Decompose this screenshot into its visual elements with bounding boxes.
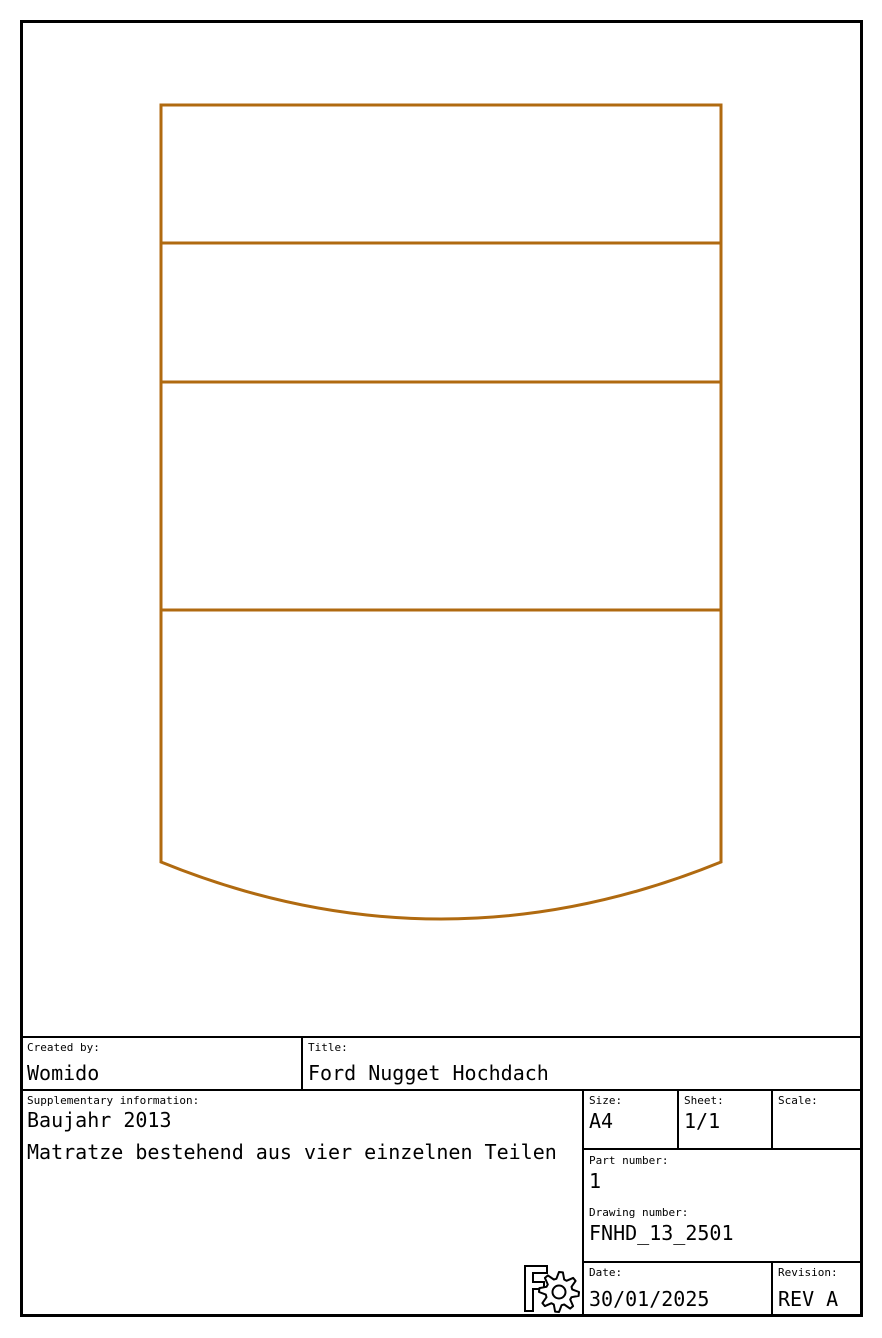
part-and-drawing-number-cell xyxy=(582,1148,863,1263)
sheet-value: 1/1 xyxy=(684,1109,721,1133)
logo-gear-hole xyxy=(553,1286,566,1299)
revision-cell xyxy=(771,1261,863,1317)
supplementary-info-label: Supplementary information: xyxy=(27,1094,200,1107)
created-by-value: Womido xyxy=(27,1061,100,1085)
created-by-cell xyxy=(20,1036,303,1091)
sheet-cell xyxy=(677,1089,773,1150)
date-label: Date: xyxy=(589,1266,623,1279)
drawing-number-label: Drawing number: xyxy=(589,1206,689,1219)
supplementary-info-line1: Baujahr 2013 xyxy=(27,1108,172,1132)
revision-label: Revision: xyxy=(778,1266,838,1279)
supplementary-info-line2: Matratze bestehend aus vier einzelnen Teilen xyxy=(27,1140,557,1164)
size-cell xyxy=(582,1089,679,1150)
title-value: Ford Nugget Hochdach xyxy=(308,1061,549,1085)
revision-value: REV A xyxy=(778,1287,839,1311)
scale-label: Scale: xyxy=(778,1094,818,1107)
date-value: 30/01/2025 xyxy=(589,1287,710,1311)
sheet-label: Sheet: xyxy=(684,1094,724,1107)
title-cell xyxy=(301,1036,863,1091)
title-label: Title: xyxy=(308,1041,348,1054)
size-value: A4 xyxy=(589,1109,614,1133)
created-by-label: Created by: xyxy=(27,1041,100,1054)
size-label: Size: xyxy=(589,1094,623,1107)
date-cell xyxy=(582,1261,773,1317)
freecad-logo-icon xyxy=(521,1262,583,1318)
part-number-label: Part number: xyxy=(589,1154,669,1167)
supplementary-info-cell xyxy=(20,1089,584,1317)
part-number-value: 1 xyxy=(589,1169,602,1193)
drawing-number-value: FNHD_13_2501 xyxy=(589,1221,734,1245)
mattress-outline xyxy=(161,105,721,919)
scale-cell xyxy=(771,1089,863,1150)
